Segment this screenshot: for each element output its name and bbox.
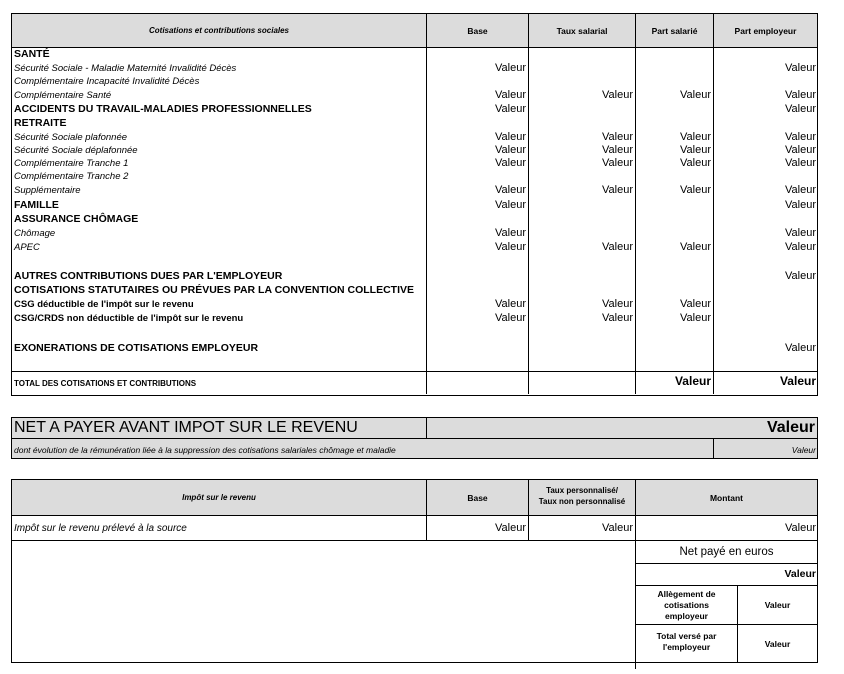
row-taux-salarial: Valeur [602, 298, 633, 310]
row-part-salarie: Valeur [680, 157, 711, 169]
row-label: Sécurité Sociale déplafonnée [14, 145, 138, 156]
row-part-employeur: Valeur [785, 227, 816, 239]
header-title: Cotisations et contributions sociales [148, 25, 290, 35]
header-part-employeur: Part employeur [734, 25, 797, 36]
impot-header-montant: Montant [709, 493, 744, 503]
row-label: RETRAITE [14, 117, 67, 129]
impot-row-base: Valeur [495, 522, 526, 534]
net-paye-divider [635, 563, 818, 564]
row-part-salarie: Valeur [680, 184, 711, 196]
row-label: Complémentaire Tranche 1 [14, 158, 129, 169]
total-verse-value: Valeur [764, 638, 791, 649]
header-taux-salarial: Taux salarial [556, 25, 608, 36]
total-part-salarie: Valeur [674, 374, 711, 388]
row-label: Sécurité Sociale plafonnée [14, 132, 128, 143]
row-base: Valeur [495, 62, 526, 74]
impot-row-label: Impôt sur le revenu prélevé à la source [14, 523, 187, 534]
row-base: Valeur [495, 89, 526, 101]
total-verse-line2: l'employeur [662, 642, 711, 652]
allegement-value: Valeur [764, 600, 791, 610]
col-divider-salarie [635, 13, 636, 394]
row-label: AUTRES CONTRIBUTIONS DUES PAR L'EMPLOYEUR [14, 270, 283, 282]
net-paye-label: Net payé en euros [679, 546, 774, 558]
row-part-employeur: Valeur [785, 144, 816, 156]
allegement-label [636, 589, 737, 622]
row-part-employeur: Valeur [785, 89, 816, 101]
row-part-employeur: Valeur [785, 342, 816, 354]
row-label: Chômage [14, 228, 56, 239]
row-base: Valeur [495, 144, 526, 156]
page-bottom-border [11, 662, 818, 663]
row-part-salarie: Valeur [680, 312, 711, 324]
row-base: Valeur [495, 103, 526, 115]
row-label: APEC [14, 242, 40, 253]
impot-header-taux-line2: Taux non personnalisé [538, 497, 626, 506]
total-label: TOTAL DES COTISATIONS ET CONTRIBUTIONS [14, 379, 197, 388]
header-part-salarie: Part salarié [651, 25, 698, 36]
row-base: Valeur [495, 157, 526, 169]
row-label: Complémentaire Tranche 2 [14, 171, 129, 182]
row-label: CSG/CRDS non déductible de l'impôt sur le revenu [14, 313, 244, 324]
evolution-label: dont évolution de la rémunération liée à la suppression des cotisations salariales chômage et maladie [14, 445, 396, 455]
row-label: ASSURANCE CHÔMAGE [14, 213, 139, 225]
allegement-line1: Allègement de [657, 589, 716, 599]
row-label: EXONERATIONS DE COTISATIONS EMPLOYEUR [14, 342, 259, 354]
row-part-salarie: Valeur [680, 241, 711, 253]
row-part-employeur: Valeur [785, 270, 816, 282]
net-a-payer-value: Valeur [766, 419, 815, 436]
page-right-border [817, 516, 818, 662]
row-label: ACCIDENTS DU TRAVAIL-MALADIES PROFESSIONNELLES [14, 103, 312, 115]
impot-header-title: Impôt sur le revenu [182, 493, 256, 502]
row-part-employeur: Valeur [785, 62, 816, 74]
row-taux-salarial: Valeur [602, 157, 633, 169]
row-label: SANTÉ [14, 48, 50, 60]
row-label: Complémentaire Incapacité Invalidité Décès [14, 76, 200, 87]
impot-header-taux [529, 485, 635, 507]
row-base: Valeur [495, 184, 526, 196]
row-label: Complémentaire Santé [14, 90, 112, 101]
row-part-employeur: Valeur [785, 103, 816, 115]
total-verse-line1: Total versé par [656, 631, 717, 641]
page-left-border [11, 516, 12, 662]
row-part-employeur: Valeur [785, 157, 816, 169]
row-part-employeur: Valeur [785, 131, 816, 143]
row-label: FAMILLE [14, 199, 59, 211]
row-label: Sécurité Sociale - Maladie Maternité Invalidité Décès [14, 63, 237, 74]
row-taux-salarial: Valeur [602, 144, 633, 156]
row-base: Valeur [495, 298, 526, 310]
row-part-employeur: Valeur [785, 199, 816, 211]
header-divider [11, 47, 818, 48]
col-divider-taux [528, 13, 529, 394]
row-label: Supplémentaire [14, 185, 81, 196]
impot-row-taux: Valeur [602, 522, 633, 534]
impot-row-montant: Valeur [785, 522, 816, 534]
total-verse-label [636, 631, 737, 653]
net-divider [426, 417, 427, 439]
row-taux-salarial: Valeur [602, 241, 633, 253]
row-label: CSG déductible de l'impôt sur le revenu [14, 299, 194, 310]
row-taux-salarial: Valeur [602, 184, 633, 196]
row-base: Valeur [495, 227, 526, 239]
row-base: Valeur [495, 131, 526, 143]
net-a-payer-label: NET A PAYER AVANT IMPOT SUR LE REVENU [14, 419, 358, 436]
row-part-employeur: Valeur [785, 184, 816, 196]
row-part-salarie: Valeur [680, 144, 711, 156]
net-paye-value: Valeur [784, 568, 816, 580]
row-part-salarie: Valeur [680, 89, 711, 101]
row-taux-salarial: Valeur [602, 131, 633, 143]
row-base: Valeur [495, 241, 526, 253]
evolution-value: Valeur [791, 445, 816, 455]
row-taux-salarial: Valeur [602, 89, 633, 101]
header-base: Base [467, 25, 488, 36]
allegement-line2: cotisations [664, 600, 709, 610]
impot-header-base: Base [467, 493, 488, 503]
total-divider-top [11, 371, 818, 372]
row-taux-salarial: Valeur [602, 312, 633, 324]
row-part-employeur: Valeur [785, 241, 816, 253]
allegement-line3: employeur [665, 611, 708, 621]
row-label: COTISATIONS STATUTAIRES OU PRÉVUES PAR LA CONVENTION COLLECTIVE [14, 284, 414, 296]
row-base: Valeur [495, 199, 526, 211]
row-part-salarie: Valeur [680, 131, 711, 143]
row-part-salarie: Valeur [680, 298, 711, 310]
impot-header-taux-line1: Taux personnalisé/ [546, 486, 618, 495]
total-part-employeur: Valeur [779, 374, 816, 388]
row-base: Valeur [495, 312, 526, 324]
